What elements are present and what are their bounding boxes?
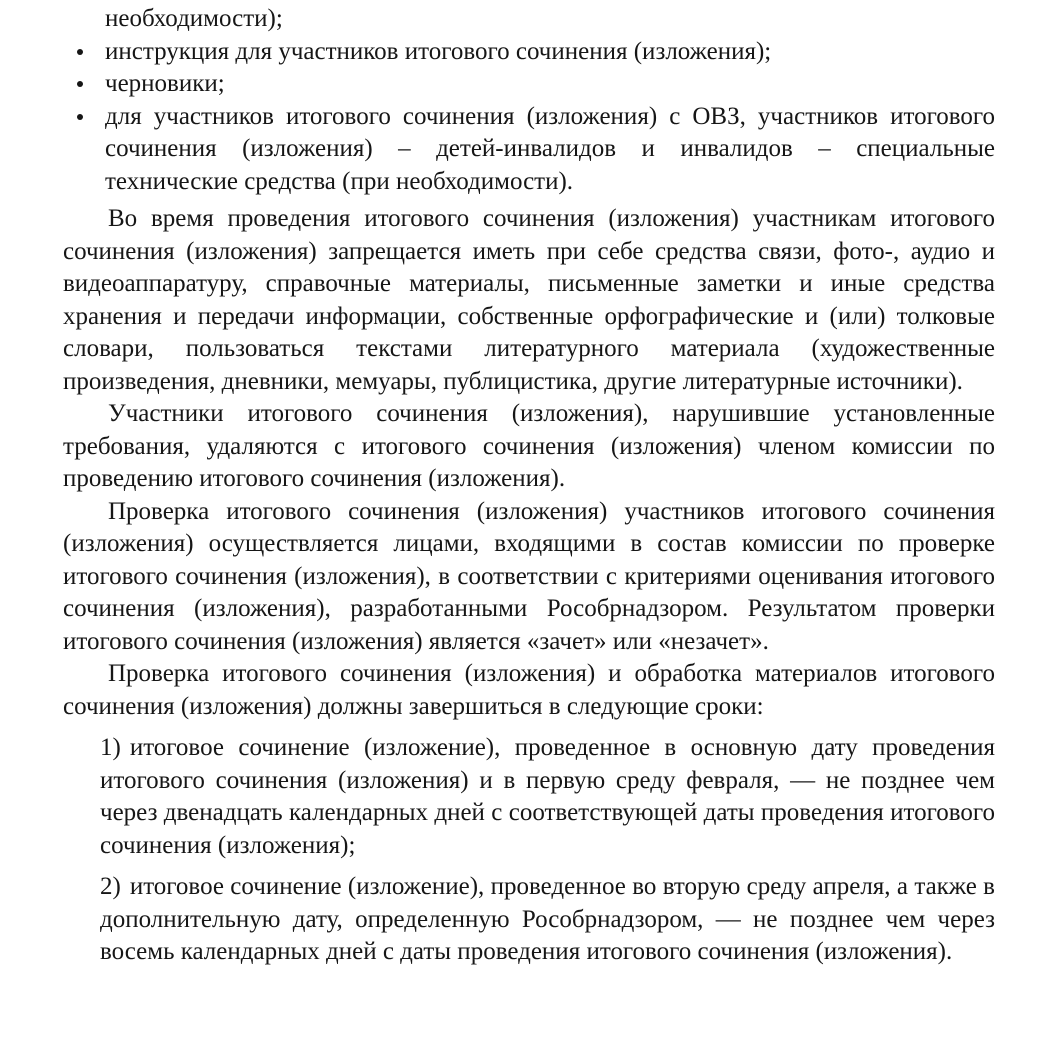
bullet-item-text: инструкция для участников итогового сочинения (изложения); — [105, 37, 772, 65]
bullet-item-instruction — [63, 36, 995, 69]
numbered-item-deadline-1 — [100, 732, 995, 862]
numbered-item-marker: 2) — [100, 873, 121, 900]
bullet-continuation-line: необходимости); — [105, 5, 283, 32]
bullet-icon — [77, 114, 83, 120]
bullet-item-text: для участников итогового сочинения (изложения) с ОВЗ, участников итогового сочинения (изложения) – детей-инвалидов и инвалидов – специальные технические средства (при необходимости). — [105, 102, 995, 195]
numbered-item-text: итоговое сочинение (изложение), проведенное в основную дату проведения итогового сочинения (изложения) и в первую среду февраля, — не позднее чем через двенадцать календарных дней с соответствующей даты проведения итогового сочинения (изложения); — [100, 734, 995, 859]
numbered-item-text: итоговое сочинение (изложение), проведенное во вторую среду апреля, а также в дополнительную дату, определенную Рособрнадзором, — не позднее чем через восемь календарных дней с даты проведения итогового сочинения (изложения). — [100, 873, 995, 965]
paragraph-prohibited-items: Во время проведения итогового сочинения (изложения) участникам итогового сочинения (изложения) запрещается иметь при себе средства связи, фото-, аудио и видеоаппаратуру, справочные материалы, письменные заметки и иные средства хранения и передачи информации, собственные орфографические и (или) толковые словари, пользоваться текстами литературного материала (художественные произведения, дневники, мемуары, публицистика, другие литературные источники). — [63, 205, 995, 395]
bullet-item-special-means — [63, 101, 995, 199]
paragraph-processing-deadlines-intro: Проверка итогового сочинения (изложения) и обработка материалов итогового сочинения (изложения) должны завершиться в следующие сроки: — [63, 660, 995, 720]
bullet-item-text: черновики; — [105, 70, 225, 97]
paragraph-removal-for-violations: Участники итогового сочинения (изложения), нарушившие установленные требования, удаляются с итогового сочинения (изложения) членом комиссии по проведению итогового сочинения (изложения). — [63, 400, 995, 492]
bullet-icon — [77, 81, 83, 87]
numbered-item-deadline-2 — [100, 871, 995, 969]
bullet-icon — [77, 49, 83, 55]
paragraph-checking-commission: Проверка итогового сочинения (изложения) участников итогового сочинения (изложения) осуществляется лицами, входящими в состав комиссии по проверке итогового сочинения (изложения), в соответствии с критериями оценивания итогового сочинения (изложения), разработанными Рособрнадзором. Результатом проверки итогового сочинения (изложения) является «зачет» или «незачет». — [63, 497, 995, 655]
numbered-item-marker: 1) — [100, 734, 121, 761]
bullet-item-drafts — [63, 68, 995, 101]
